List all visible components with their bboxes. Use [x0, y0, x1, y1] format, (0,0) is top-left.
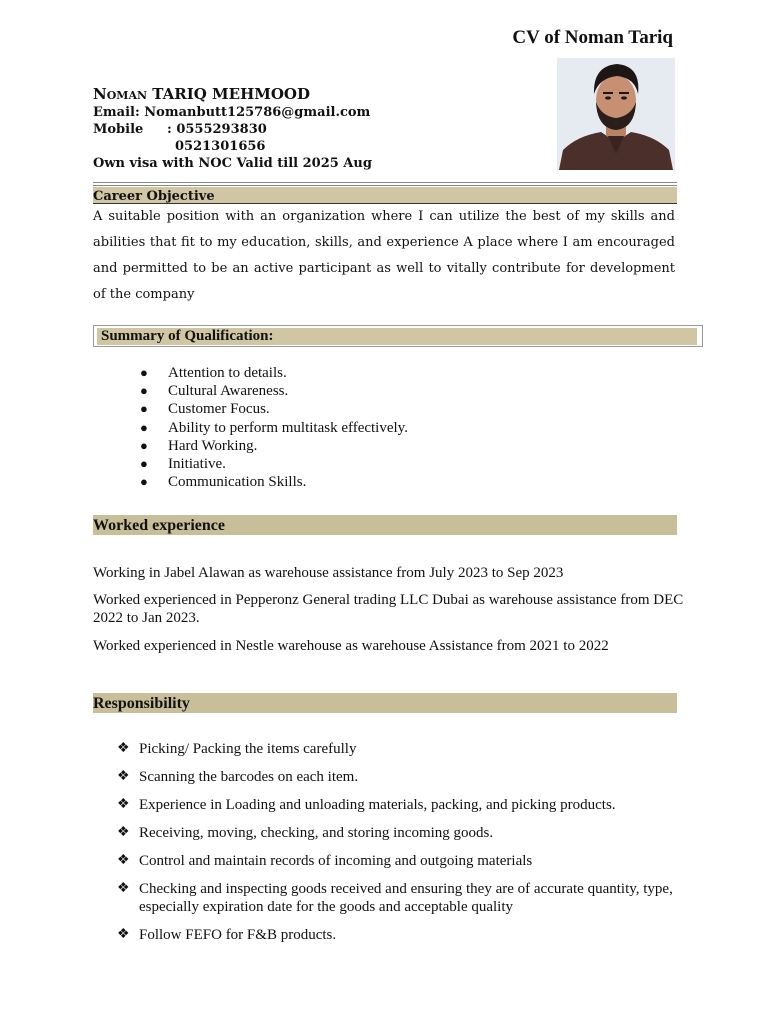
list-item: ● Ability to perform multitask effectively.: [140, 419, 408, 436]
document-title: CV of Noman Tariq: [512, 27, 673, 48]
experience-item-1: Working in Jabel Alawan as warehouse assistance from July 2023 to Sep 2023: [93, 565, 564, 581]
diamond-bullet-icon: ❖: [117, 797, 130, 812]
experience-item-3: Worked experienced in Nestle warehouse as warehouse Assistance from 2021 to 2022: [93, 638, 609, 654]
email-line: Email: Nomanbutt125786@gmail.com: [93, 105, 371, 120]
header-divider: [93, 182, 677, 183]
bullet-icon: ●: [140, 365, 148, 380]
diamond-bullet-icon: ❖: [117, 927, 130, 942]
bullet-icon: ●: [140, 456, 148, 472]
bullet-icon: ●: [140, 474, 148, 490]
list-item: ❖ Checking and inspecting goods received and ensuring they are of accurate quantity, type, especially expiration date for the goods and acceptable quality: [117, 881, 673, 915]
contact-block: [93, 86, 372, 172]
qualification-list: [140, 364, 408, 491]
profile-photo-illustration: [557, 58, 675, 170]
list-item: ● Customer Focus.: [140, 401, 270, 418]
list-item: ● Cultural Awareness.: [140, 383, 289, 400]
summary-heading-box: [93, 325, 703, 347]
summary-heading: Summary of Qualification:: [101, 328, 274, 344]
list-item: ❖ Receiving, moving, checking, and storing incoming goods.: [117, 825, 494, 841]
experience-item-2: Worked experienced in Pepperonz General trading LLC Dubai as warehouse assistance from DEC 2022 to Jan 2023.: [93, 592, 684, 626]
career-objective-heading: Career Objective: [93, 187, 677, 204]
diamond-bullet-icon: ❖: [117, 881, 130, 896]
diamond-bullet-icon: ❖: [117, 853, 130, 868]
bullet-icon: ●: [140, 437, 148, 453]
list-item: ❖ Experience in Loading and unloading materials, packing, and picking products.: [117, 797, 616, 813]
list-item: ● Initiative.: [140, 456, 226, 473]
experience-heading: Worked experience: [93, 515, 677, 535]
visa-status: Own visa with NOC Valid till 2025 Aug: [93, 156, 372, 171]
header-divider-secondary: [93, 185, 677, 186]
responsibility-list: [117, 740, 677, 954]
diamond-bullet-icon: ❖: [117, 769, 130, 784]
list-item: ❖ Picking/ Packing the items carefully: [117, 741, 357, 757]
candidate-name: NOMAN TARIQ MEHMOOD: [93, 85, 311, 103]
mobile-line-2: 0521301656: [175, 139, 266, 154]
list-item: ❖ Follow FEFO for F&B products.: [117, 927, 337, 943]
list-item: ❖ Control and maintain records of incoming and outgoing materials: [117, 853, 533, 869]
mobile-line-1: Mobile : 0555293830: [93, 122, 267, 137]
bullet-icon: ●: [140, 383, 148, 399]
bullet-icon: ●: [140, 419, 148, 435]
diamond-bullet-icon: ❖: [117, 741, 130, 756]
list-item: ❖ Scanning the barcodes on each item.: [117, 769, 359, 785]
list-item: ● Attention to details.: [140, 365, 287, 381]
career-objective-text: A suitable position with an organization where I can utilize the best of my skills and abilities that fit to my education, skills, and experience A place where I am encouraged and permitted to be an active participant as well to vitally contribute for development of the company: [93, 209, 675, 302]
responsibility-heading: Responsibility: [93, 693, 677, 713]
list-item: ● Communication Skills.: [140, 474, 307, 491]
diamond-bullet-icon: ❖: [117, 825, 130, 840]
bullet-icon: ●: [140, 401, 148, 417]
list-item: ● Hard Working.: [140, 437, 258, 454]
profile-photo: [557, 58, 675, 170]
